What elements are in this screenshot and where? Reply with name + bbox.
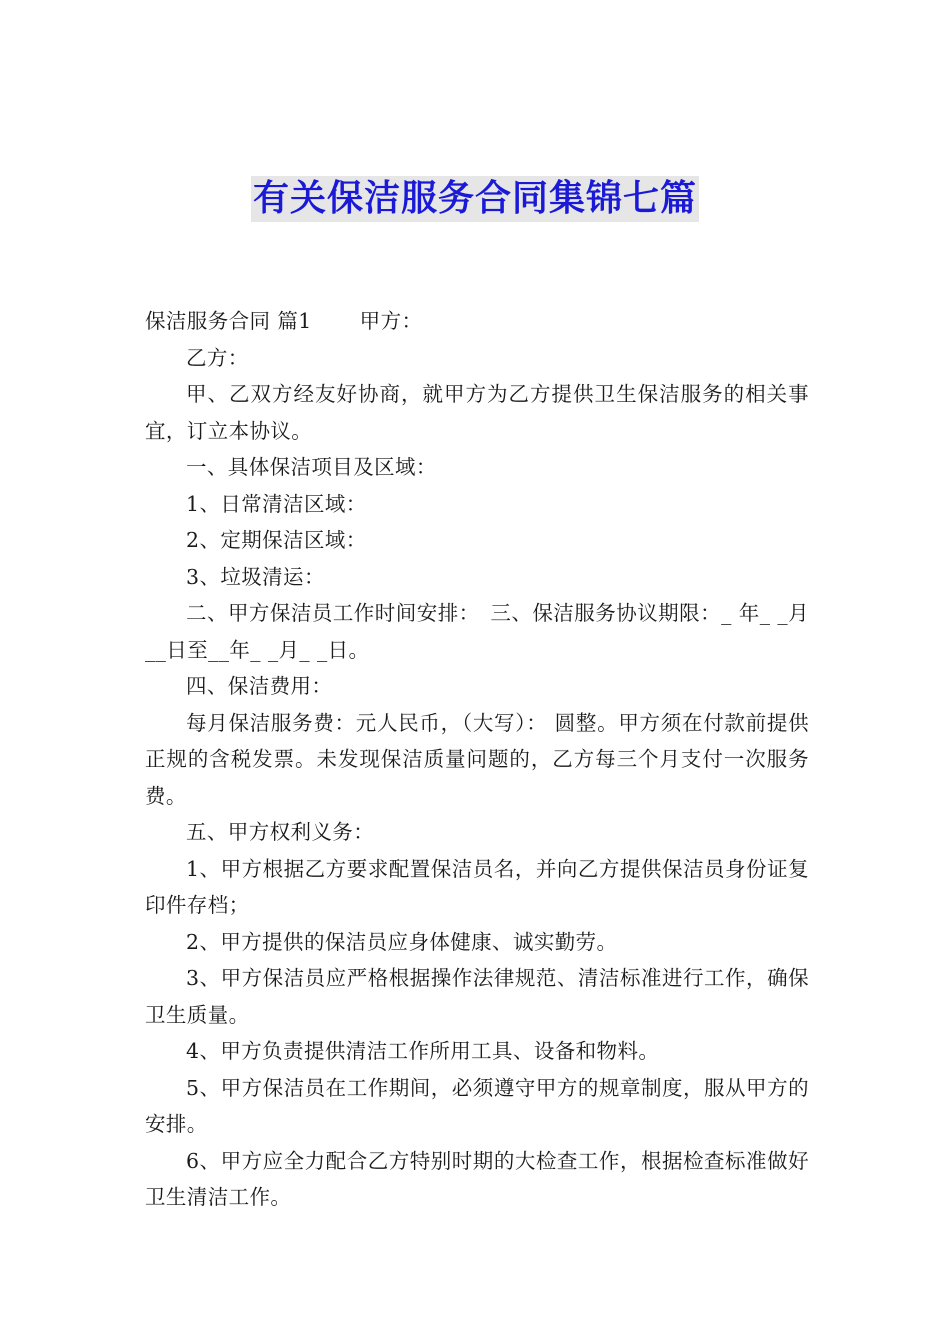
paragraph: 5、甲方保洁员在工作期间，必须遵守甲方的规章制度，服从甲方的安排。: [145, 1075, 809, 1136]
paragraph: 2、甲方提供的保洁员应身体健康、诚实勤劳。: [186, 929, 618, 954]
document-title: 有关保洁服务合同集锦七篇: [251, 176, 699, 222]
paragraph: 甲、乙双方经友好协商，就甲方为乙方提供卫生保洁服务的相关事宜，订立本协议。: [145, 382, 809, 443]
paragraph: 1、甲方根据乙方要求配置保洁员名，并向乙方提供保洁员身份证复印件存档；: [145, 856, 809, 917]
paragraph: 五、甲方权利义务：: [186, 820, 375, 844]
paragraph: 乙方：: [186, 345, 249, 370]
paragraph: 4、甲方负责提供清洁工作所用工具、设备和物料。: [186, 1039, 660, 1063]
paragraph: 一、具体保洁项目及区域：: [186, 455, 437, 479]
document-body: [145, 303, 809, 1216]
title-container: [0, 176, 950, 222]
paragraph: 二、甲方保洁员工作时间安排： 三、保洁服务协议期限：_ 年_ _月__日至__年_ _月_ _日。: [145, 601, 809, 662]
paragraph: 3、垃圾清运：: [186, 564, 325, 589]
section-label: 保洁服务合同 篇1: [145, 309, 312, 333]
paragraph: 四、保洁费用：: [186, 674, 333, 698]
paragraph: 每月保洁服务费：元人民币，（大写）： 圆整。甲方须在付款前提供正规的含税发票。未发现保洁质量问题的，乙方每三个月支付一次服务费。: [145, 710, 809, 808]
first-line: [145, 303, 809, 340]
paragraph: 1、日常清洁区域：: [186, 491, 367, 516]
paragraph: 6、甲方应全力配合乙方特别时期的大检查工作，根据检查标准做好卫生清洁工作。: [145, 1148, 809, 1209]
party-a-label: 甲方：: [359, 309, 423, 333]
paragraph: 2、定期保洁区域：: [186, 528, 367, 552]
paragraph: 3、甲方保洁员应严格根据操作法律规范、清洁标准进行工作，确保卫生质量。: [145, 966, 809, 1027]
